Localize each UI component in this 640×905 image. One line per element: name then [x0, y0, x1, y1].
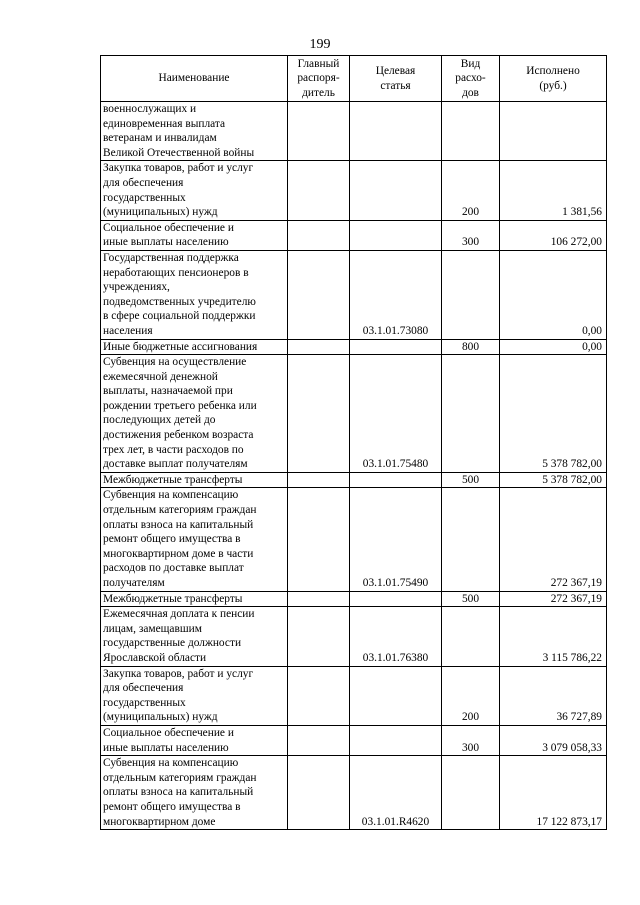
table-row	[101, 339, 607, 355]
row-name-line: военнослужащих и	[103, 103, 197, 115]
row-name-line: государственные должности	[103, 637, 242, 650]
table-row	[101, 488, 607, 591]
row-name-line: учреждениях,	[103, 281, 170, 294]
row-name-line: Великой Отечественной войны	[103, 146, 255, 159]
row-name-line: оплаты взноса на капитальный	[103, 518, 254, 531]
row-name-line: единовременная выплата	[103, 117, 226, 130]
table-body	[101, 102, 607, 830]
row-name-line: последующих детей до	[103, 414, 216, 427]
table-row	[101, 161, 607, 220]
row-amount: 106 272,00	[500, 220, 607, 250]
row-admin	[288, 488, 350, 591]
row-type: 800	[442, 339, 500, 355]
row-article: 03.1.01.75490	[350, 488, 442, 591]
row-type	[442, 607, 500, 666]
row-name-line: ветеранам и инвалидам	[103, 132, 217, 145]
row-article: 03.1.01.R4620	[350, 756, 442, 830]
row-admin	[288, 756, 350, 830]
row-name-line: в сфере социальной поддержки	[103, 310, 256, 323]
row-name-line: подведомственных учредителю	[103, 295, 256, 308]
row-name-line: трех лет, в части расходов по	[103, 443, 244, 456]
row-name-line: рождении третьего ребенка или	[103, 399, 257, 412]
row-name	[101, 220, 288, 250]
row-name-line: Социальное обеспечение и	[103, 221, 234, 234]
row-name-line: (муниципальных) нужд	[103, 711, 218, 724]
table-row	[101, 355, 607, 473]
row-amount: 272 367,19	[500, 488, 607, 591]
row-amount: 3 079 058,33	[500, 725, 607, 755]
row-name-line: ремонт общего имущества в	[103, 800, 241, 813]
row-name-line: Ежемесячная доплата к пенсии	[103, 608, 255, 621]
row-article: 03.1.01.73080	[350, 250, 442, 339]
row-name	[101, 756, 288, 830]
row-name-line: доставке выплат получателям	[103, 458, 248, 471]
row-admin	[288, 666, 350, 725]
table-row	[101, 666, 607, 725]
row-amount	[500, 102, 607, 161]
row-name-line: Межбюджетные трансферты	[103, 473, 243, 486]
table-row	[101, 220, 607, 250]
budget-table	[100, 55, 607, 830]
table-row	[101, 756, 607, 830]
header-type: Вид расхо- дов	[442, 56, 500, 102]
row-type: 300	[442, 220, 500, 250]
row-name	[101, 607, 288, 666]
row-admin	[288, 339, 350, 355]
row-type	[442, 102, 500, 161]
row-name-line: населения	[103, 324, 153, 337]
row-name-line: получателям	[103, 577, 165, 589]
row-name	[101, 355, 288, 473]
row-article	[350, 591, 442, 607]
row-name-line: государственных	[103, 191, 186, 204]
row-admin	[288, 102, 350, 161]
row-name-line: Иные бюджетные ассигнования	[103, 340, 258, 353]
header-article: Целевая статья	[350, 56, 442, 102]
row-name-line: иные выплаты населению	[103, 741, 229, 754]
row-type	[442, 756, 500, 830]
row-amount: 1 381,56	[500, 161, 607, 220]
row-name-line: Субвенция на компенсацию	[103, 757, 239, 770]
row-name-line: расходов по доставке выплат	[103, 562, 244, 575]
row-name-line: Субвенция на компенсацию	[103, 489, 239, 502]
row-name-line: (муниципальных) нужд	[103, 206, 218, 219]
row-type: 200	[442, 666, 500, 725]
row-admin	[288, 725, 350, 755]
row-name	[101, 161, 288, 220]
row-amount: 3 115 786,22	[500, 607, 607, 666]
row-article	[350, 161, 442, 220]
row-name	[101, 102, 288, 161]
row-name-line: Ярославской области	[103, 651, 207, 664]
row-name-line: ежемесячной денежной	[103, 370, 218, 383]
row-name-line: отдельным категориям граждан	[103, 504, 257, 517]
row-name-line: Межбюджетные трансферты	[103, 592, 243, 605]
row-name-line: отдельным категориям граждан	[103, 771, 257, 784]
row-name-line: достижения ребенком возраста	[103, 429, 254, 442]
row-type: 500	[442, 472, 500, 488]
row-article	[350, 102, 442, 161]
row-name	[101, 725, 288, 755]
header-name: Наименование	[101, 56, 288, 102]
row-amount: 0,00	[500, 250, 607, 339]
row-amount: 272 367,19	[500, 591, 607, 607]
row-name-line: Закупка товаров, работ и услуг	[103, 162, 254, 175]
row-name-line: Социальное обеспечение и	[103, 726, 234, 739]
row-article	[350, 725, 442, 755]
row-admin	[288, 591, 350, 607]
row-name	[101, 250, 288, 339]
row-name-line: неработающих пенсионеров в	[103, 266, 249, 279]
table-row	[101, 591, 607, 607]
row-article	[350, 666, 442, 725]
table-row	[101, 102, 607, 161]
header-row	[101, 56, 607, 102]
row-amount: 36 727,89	[500, 666, 607, 725]
row-admin	[288, 220, 350, 250]
row-article: 03.1.01.75480	[350, 355, 442, 473]
row-name-line: Субвенция на осуществление	[103, 356, 247, 369]
table-row	[101, 725, 607, 755]
row-name	[101, 472, 288, 488]
header-admin: Главный распоря- дитель	[288, 56, 350, 102]
page-number: 199	[309, 37, 331, 52]
row-name	[101, 339, 288, 355]
row-article	[350, 472, 442, 488]
row-name	[101, 488, 288, 591]
table-header	[101, 56, 607, 102]
row-admin	[288, 607, 350, 666]
row-type	[442, 250, 500, 339]
row-type	[442, 488, 500, 591]
row-amount: 5 378 782,00	[500, 472, 607, 488]
row-admin	[288, 250, 350, 339]
row-name-line: иные выплаты населению	[103, 236, 229, 249]
row-article: 03.1.01.76380	[350, 607, 442, 666]
row-amount: 17 122 873,17	[500, 756, 607, 830]
table-row	[101, 250, 607, 339]
table-row	[101, 472, 607, 488]
row-type	[442, 355, 500, 473]
row-name-line: Государственная поддержка	[103, 251, 239, 264]
row-name	[101, 591, 288, 607]
row-name-line: Закупка товаров, работ и услуг	[103, 667, 254, 680]
row-name-line: оплаты взноса на капитальный	[103, 786, 254, 799]
row-article	[350, 339, 442, 355]
row-type: 500	[442, 591, 500, 607]
row-name-line: для обеспечения	[103, 682, 184, 695]
table-row	[101, 607, 607, 666]
row-admin	[288, 161, 350, 220]
row-type: 300	[442, 725, 500, 755]
row-name-line: ремонт общего имущества в	[103, 533, 241, 546]
header-executed: Исполнено (руб.)	[500, 56, 607, 102]
row-name-line: выплаты, назначаемой при	[103, 385, 233, 398]
row-name	[101, 666, 288, 725]
row-admin	[288, 355, 350, 473]
row-type: 200	[442, 161, 500, 220]
row-name-line: для обеспечения	[103, 176, 184, 189]
row-article	[350, 220, 442, 250]
row-amount: 5 378 782,00	[500, 355, 607, 473]
row-amount: 0,00	[500, 339, 607, 355]
row-name-line: многоквартирном доме	[103, 815, 216, 828]
row-name-line: лицам, замещавшим	[103, 622, 202, 635]
row-name-line: государственных	[103, 696, 186, 709]
row-name-line: многоквартирном доме в части	[103, 547, 254, 560]
row-admin	[288, 472, 350, 488]
